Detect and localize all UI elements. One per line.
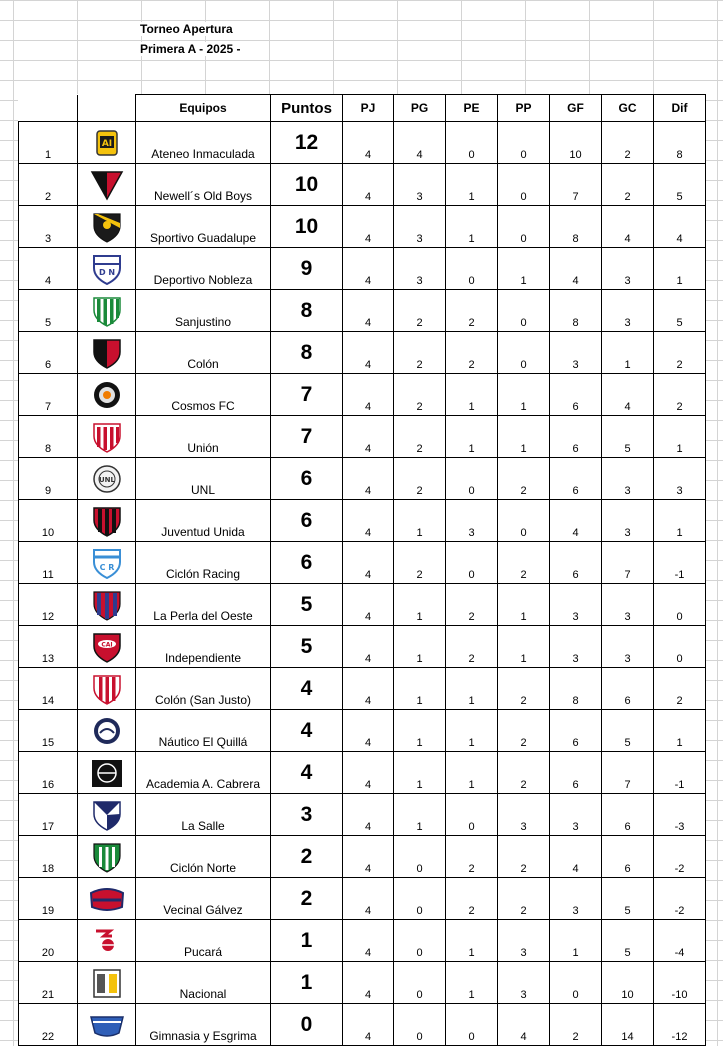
gc-cell: 10 xyxy=(602,962,654,1004)
crest-pucara-icon xyxy=(78,920,136,962)
pp-cell: 0 xyxy=(498,332,550,374)
gf-cell: 6 xyxy=(550,374,602,416)
position-cell: 8 xyxy=(19,416,78,458)
table-row xyxy=(19,332,706,374)
pp-cell: 2 xyxy=(498,752,550,794)
header-pg: PG xyxy=(394,95,446,122)
pj-cell: 4 xyxy=(343,416,394,458)
points-cell: 8 xyxy=(271,332,343,374)
dif-cell: 4 xyxy=(654,206,706,248)
gf-cell: 3 xyxy=(550,332,602,374)
position-cell: 15 xyxy=(19,710,78,752)
pp-cell: 1 xyxy=(498,248,550,290)
position-cell: 9 xyxy=(19,458,78,500)
dif-cell: -10 xyxy=(654,962,706,1004)
pj-cell: 4 xyxy=(343,206,394,248)
dif-cell: 1 xyxy=(654,416,706,458)
position-cell: 20 xyxy=(19,920,78,962)
pp-cell: 2 xyxy=(498,668,550,710)
position-cell: 1 xyxy=(19,122,78,164)
team-name-cell: Cosmos FC xyxy=(136,374,271,416)
pp-cell: 3 xyxy=(498,794,550,836)
gf-cell: 8 xyxy=(550,668,602,710)
pe-cell: 0 xyxy=(446,1004,498,1046)
table-row xyxy=(19,962,706,1004)
pe-cell: 1 xyxy=(446,668,498,710)
pg-cell: 1 xyxy=(394,794,446,836)
gf-cell: 3 xyxy=(550,584,602,626)
pj-cell: 4 xyxy=(343,290,394,332)
table-row xyxy=(19,248,706,290)
team-name-cell: Colón (San Justo) xyxy=(136,668,271,710)
pg-cell: 1 xyxy=(394,584,446,626)
position-cell: 3 xyxy=(19,206,78,248)
gf-cell: 7 xyxy=(550,164,602,206)
crest-nacional-icon xyxy=(78,962,136,1004)
pp-cell: 2 xyxy=(498,836,550,878)
pg-cell: 3 xyxy=(394,206,446,248)
header-pos xyxy=(19,95,78,122)
dif-cell: -1 xyxy=(654,752,706,794)
dif-cell: -2 xyxy=(654,878,706,920)
gf-cell: 1 xyxy=(550,920,602,962)
points-cell: 10 xyxy=(271,164,343,206)
pp-cell: 0 xyxy=(498,122,550,164)
gc-cell: 1 xyxy=(602,332,654,374)
gc-cell: 3 xyxy=(602,584,654,626)
position-cell: 21 xyxy=(19,962,78,1004)
pj-cell: 4 xyxy=(343,458,394,500)
dif-cell: 1 xyxy=(654,500,706,542)
gf-cell: 4 xyxy=(550,836,602,878)
team-name-cell: La Salle xyxy=(136,794,271,836)
pp-cell: 0 xyxy=(498,164,550,206)
dif-cell: 3 xyxy=(654,458,706,500)
points-cell: 10 xyxy=(271,206,343,248)
pp-cell: 3 xyxy=(498,920,550,962)
pe-cell: 1 xyxy=(446,710,498,752)
pg-cell: 2 xyxy=(394,458,446,500)
team-name-cell: Ciclón Norte xyxy=(136,836,271,878)
pe-cell: 2 xyxy=(446,290,498,332)
pe-cell: 0 xyxy=(446,458,498,500)
table-row xyxy=(19,752,706,794)
pp-cell: 1 xyxy=(498,374,550,416)
table-row xyxy=(19,878,706,920)
gc-cell: 3 xyxy=(602,290,654,332)
pg-cell: 3 xyxy=(394,248,446,290)
position-cell: 17 xyxy=(19,794,78,836)
team-name-cell: Academia A. Cabrera xyxy=(136,752,271,794)
crest-guadalupe-icon xyxy=(78,206,136,248)
standings-body xyxy=(19,122,706,1046)
pj-cell: 4 xyxy=(343,962,394,1004)
pj-cell: 4 xyxy=(343,332,394,374)
points-cell: 0 xyxy=(271,1004,343,1046)
pp-cell: 4 xyxy=(498,1004,550,1046)
standings-table xyxy=(18,94,706,1046)
table-row xyxy=(19,542,706,584)
team-name-cell: Juventud Unida xyxy=(136,500,271,542)
table-row xyxy=(19,164,706,206)
pe-cell: 1 xyxy=(446,164,498,206)
pg-cell: 0 xyxy=(394,836,446,878)
gf-cell: 4 xyxy=(550,248,602,290)
table-row xyxy=(19,500,706,542)
gc-cell: 5 xyxy=(602,878,654,920)
gf-cell: 6 xyxy=(550,752,602,794)
pj-cell: 4 xyxy=(343,584,394,626)
team-name-cell: Newell´s Old Boys xyxy=(136,164,271,206)
points-cell: 7 xyxy=(271,416,343,458)
pj-cell: 4 xyxy=(343,500,394,542)
pg-cell: 4 xyxy=(394,122,446,164)
pg-cell: 2 xyxy=(394,542,446,584)
gf-cell: 6 xyxy=(550,416,602,458)
dif-cell: 2 xyxy=(654,374,706,416)
gc-cell: 5 xyxy=(602,416,654,458)
position-cell: 4 xyxy=(19,248,78,290)
pe-cell: 2 xyxy=(446,584,498,626)
crest-perla-icon xyxy=(78,584,136,626)
header-team: Equipos xyxy=(136,95,271,122)
position-cell: 6 xyxy=(19,332,78,374)
team-name-cell: La Perla del Oeste xyxy=(136,584,271,626)
gc-cell: 5 xyxy=(602,710,654,752)
pg-cell: 0 xyxy=(394,1004,446,1046)
dif-cell: 8 xyxy=(654,122,706,164)
gf-cell: 2 xyxy=(550,1004,602,1046)
pe-cell: 2 xyxy=(446,626,498,668)
points-cell: 6 xyxy=(271,458,343,500)
pe-cell: 2 xyxy=(446,332,498,374)
crest-vecinal-icon xyxy=(78,878,136,920)
pj-cell: 4 xyxy=(343,920,394,962)
crest-colon-icon xyxy=(78,332,136,374)
gc-cell: 3 xyxy=(602,248,654,290)
points-cell: 12 xyxy=(271,122,343,164)
dif-cell: -12 xyxy=(654,1004,706,1046)
pj-cell: 4 xyxy=(343,752,394,794)
position-cell: 18 xyxy=(19,836,78,878)
gc-cell: 7 xyxy=(602,542,654,584)
team-name-cell: Unión xyxy=(136,416,271,458)
header-points: Puntos xyxy=(271,95,343,122)
position-cell: 22 xyxy=(19,1004,78,1046)
crest-juventud-icon xyxy=(78,500,136,542)
team-name-cell: Colón xyxy=(136,332,271,374)
table-row xyxy=(19,920,706,962)
pe-cell: 1 xyxy=(446,962,498,1004)
header-dif: Dif xyxy=(654,95,706,122)
table-row xyxy=(19,836,706,878)
pg-cell: 2 xyxy=(394,374,446,416)
position-cell: 16 xyxy=(19,752,78,794)
crest-independiente-icon xyxy=(78,626,136,668)
gf-cell: 8 xyxy=(550,206,602,248)
pj-cell: 4 xyxy=(343,542,394,584)
pg-cell: 2 xyxy=(394,416,446,458)
pg-cell: 1 xyxy=(394,500,446,542)
pp-cell: 1 xyxy=(498,416,550,458)
position-cell: 13 xyxy=(19,626,78,668)
header-row xyxy=(19,95,706,122)
pe-cell: 1 xyxy=(446,374,498,416)
pj-cell: 4 xyxy=(343,710,394,752)
gf-cell: 6 xyxy=(550,542,602,584)
points-cell: 9 xyxy=(271,248,343,290)
crest-nobleza-icon xyxy=(78,248,136,290)
header-pj: PJ xyxy=(343,95,394,122)
position-cell: 2 xyxy=(19,164,78,206)
points-cell: 7 xyxy=(271,374,343,416)
gc-cell: 4 xyxy=(602,206,654,248)
points-cell: 4 xyxy=(271,710,343,752)
gc-cell: 4 xyxy=(602,374,654,416)
points-cell: 2 xyxy=(271,878,343,920)
dif-cell: -2 xyxy=(654,836,706,878)
pe-cell: 2 xyxy=(446,836,498,878)
pp-cell: 2 xyxy=(498,458,550,500)
tournament-subtitle: Primera A - 2025 - xyxy=(140,42,241,56)
gf-cell: 8 xyxy=(550,290,602,332)
gf-cell: 6 xyxy=(550,458,602,500)
crest-union-icon xyxy=(78,416,136,458)
svg-text:CAI: CAI xyxy=(100,641,113,648)
team-name-cell: Náutico El Quillá xyxy=(136,710,271,752)
gf-cell: 10 xyxy=(550,122,602,164)
gf-cell: 3 xyxy=(550,794,602,836)
crest-nautico-icon xyxy=(78,710,136,752)
gc-cell: 5 xyxy=(602,920,654,962)
points-cell: 4 xyxy=(271,668,343,710)
crest-unl-icon xyxy=(78,458,136,500)
pe-cell: 1 xyxy=(446,920,498,962)
pg-cell: 1 xyxy=(394,710,446,752)
crest-cosmos-icon xyxy=(78,374,136,416)
team-name-cell: Nacional xyxy=(136,962,271,1004)
team-name-cell: Vecinal Gálvez xyxy=(136,878,271,920)
pp-cell: 0 xyxy=(498,500,550,542)
pp-cell: 0 xyxy=(498,290,550,332)
table-row xyxy=(19,290,706,332)
crest-newells-icon xyxy=(78,164,136,206)
table-row xyxy=(19,794,706,836)
gf-cell: 4 xyxy=(550,500,602,542)
table-row xyxy=(19,122,706,164)
pj-cell: 4 xyxy=(343,626,394,668)
pg-cell: 1 xyxy=(394,626,446,668)
pe-cell: 1 xyxy=(446,752,498,794)
team-name-cell: Deportivo Nobleza xyxy=(136,248,271,290)
header-pp: PP xyxy=(498,95,550,122)
dif-cell: -3 xyxy=(654,794,706,836)
svg-text:D N: D N xyxy=(98,267,115,277)
gc-cell: 6 xyxy=(602,836,654,878)
pe-cell: 1 xyxy=(446,206,498,248)
pp-cell: 1 xyxy=(498,626,550,668)
pe-cell: 0 xyxy=(446,794,498,836)
gc-cell: 3 xyxy=(602,500,654,542)
crest-gimnasia-icon xyxy=(78,1004,136,1046)
table-row xyxy=(19,206,706,248)
pp-cell: 2 xyxy=(498,710,550,752)
gf-cell: 6 xyxy=(550,710,602,752)
pp-cell: 1 xyxy=(498,584,550,626)
points-cell: 1 xyxy=(271,962,343,1004)
points-cell: 8 xyxy=(271,290,343,332)
dif-cell: 0 xyxy=(654,584,706,626)
pj-cell: 4 xyxy=(343,374,394,416)
svg-text:C R: C R xyxy=(99,562,114,572)
pe-cell: 0 xyxy=(446,248,498,290)
team-name-cell: UNL xyxy=(136,458,271,500)
svg-text:UNL: UNL xyxy=(98,475,115,484)
points-cell: 5 xyxy=(271,584,343,626)
gc-cell: 14 xyxy=(602,1004,654,1046)
pe-cell: 3 xyxy=(446,500,498,542)
table-row xyxy=(19,458,706,500)
table-row xyxy=(19,416,706,458)
position-cell: 10 xyxy=(19,500,78,542)
crest-ciclon-norte-icon xyxy=(78,836,136,878)
pg-cell: 2 xyxy=(394,332,446,374)
table-row xyxy=(19,1004,706,1046)
header-gf: GF xyxy=(550,95,602,122)
team-name-cell: Ateneo Inmaculada xyxy=(136,122,271,164)
pg-cell: 2 xyxy=(394,290,446,332)
crest-ciclon-racing-icon xyxy=(78,542,136,584)
gf-cell: 0 xyxy=(550,962,602,1004)
table-row xyxy=(19,668,706,710)
tournament-title: Torneo Apertura xyxy=(140,22,233,36)
dif-cell: 2 xyxy=(654,332,706,374)
pj-cell: 4 xyxy=(343,248,394,290)
points-cell: 2 xyxy=(271,836,343,878)
pg-cell: 1 xyxy=(394,668,446,710)
gc-cell: 7 xyxy=(602,752,654,794)
pj-cell: 4 xyxy=(343,878,394,920)
position-cell: 7 xyxy=(19,374,78,416)
dif-cell: 0 xyxy=(654,626,706,668)
position-cell: 11 xyxy=(19,542,78,584)
team-name-cell: Sanjustino xyxy=(136,290,271,332)
points-cell: 5 xyxy=(271,626,343,668)
pj-cell: 4 xyxy=(343,1004,394,1046)
pg-cell: 1 xyxy=(394,752,446,794)
points-cell: 6 xyxy=(271,500,343,542)
points-cell: 6 xyxy=(271,542,343,584)
position-cell: 19 xyxy=(19,878,78,920)
crest-colon-sj-icon xyxy=(78,668,136,710)
points-cell: 1 xyxy=(271,920,343,962)
dif-cell: -1 xyxy=(654,542,706,584)
team-name-cell: Gimnasia y Esgrima xyxy=(136,1004,271,1046)
pg-cell: 0 xyxy=(394,878,446,920)
table-row xyxy=(19,710,706,752)
gc-cell: 6 xyxy=(602,794,654,836)
crest-academia-icon xyxy=(78,752,136,794)
pj-cell: 4 xyxy=(343,794,394,836)
gf-cell: 3 xyxy=(550,626,602,668)
pj-cell: 4 xyxy=(343,836,394,878)
header-pe: PE xyxy=(446,95,498,122)
pj-cell: 4 xyxy=(343,164,394,206)
pp-cell: 2 xyxy=(498,542,550,584)
pe-cell: 0 xyxy=(446,122,498,164)
pe-cell: 2 xyxy=(446,878,498,920)
pg-cell: 3 xyxy=(394,164,446,206)
pp-cell: 2 xyxy=(498,878,550,920)
pe-cell: 1 xyxy=(446,416,498,458)
gc-cell: 3 xyxy=(602,626,654,668)
team-name-cell: Independiente xyxy=(136,626,271,668)
table-row xyxy=(19,584,706,626)
dif-cell: 5 xyxy=(654,164,706,206)
dif-cell: 5 xyxy=(654,290,706,332)
header-logo xyxy=(78,95,136,122)
position-cell: 14 xyxy=(19,668,78,710)
pe-cell: 0 xyxy=(446,542,498,584)
pg-cell: 0 xyxy=(394,962,446,1004)
position-cell: 12 xyxy=(19,584,78,626)
svg-text:AI: AI xyxy=(101,138,112,149)
dif-cell: 1 xyxy=(654,248,706,290)
gc-cell: 3 xyxy=(602,458,654,500)
gc-cell: 6 xyxy=(602,668,654,710)
team-name-cell: Pucará xyxy=(136,920,271,962)
gc-cell: 2 xyxy=(602,122,654,164)
table-row xyxy=(19,626,706,668)
header-gc: GC xyxy=(602,95,654,122)
pj-cell: 4 xyxy=(343,668,394,710)
team-name-cell: Sportivo Guadalupe xyxy=(136,206,271,248)
pg-cell: 0 xyxy=(394,920,446,962)
pp-cell: 3 xyxy=(498,962,550,1004)
points-cell: 4 xyxy=(271,752,343,794)
team-name-cell: Ciclón Racing xyxy=(136,542,271,584)
gc-cell: 2 xyxy=(602,164,654,206)
crest-lasalle-icon xyxy=(78,794,136,836)
pj-cell: 4 xyxy=(343,122,394,164)
pp-cell: 0 xyxy=(498,206,550,248)
table-row xyxy=(19,374,706,416)
points-cell: 3 xyxy=(271,794,343,836)
dif-cell: 1 xyxy=(654,710,706,752)
position-cell: 5 xyxy=(19,290,78,332)
dif-cell: -4 xyxy=(654,920,706,962)
gf-cell: 3 xyxy=(550,878,602,920)
dif-cell: 2 xyxy=(654,668,706,710)
crest-ateneo-icon xyxy=(78,122,136,164)
crest-sanjustino-icon xyxy=(78,290,136,332)
